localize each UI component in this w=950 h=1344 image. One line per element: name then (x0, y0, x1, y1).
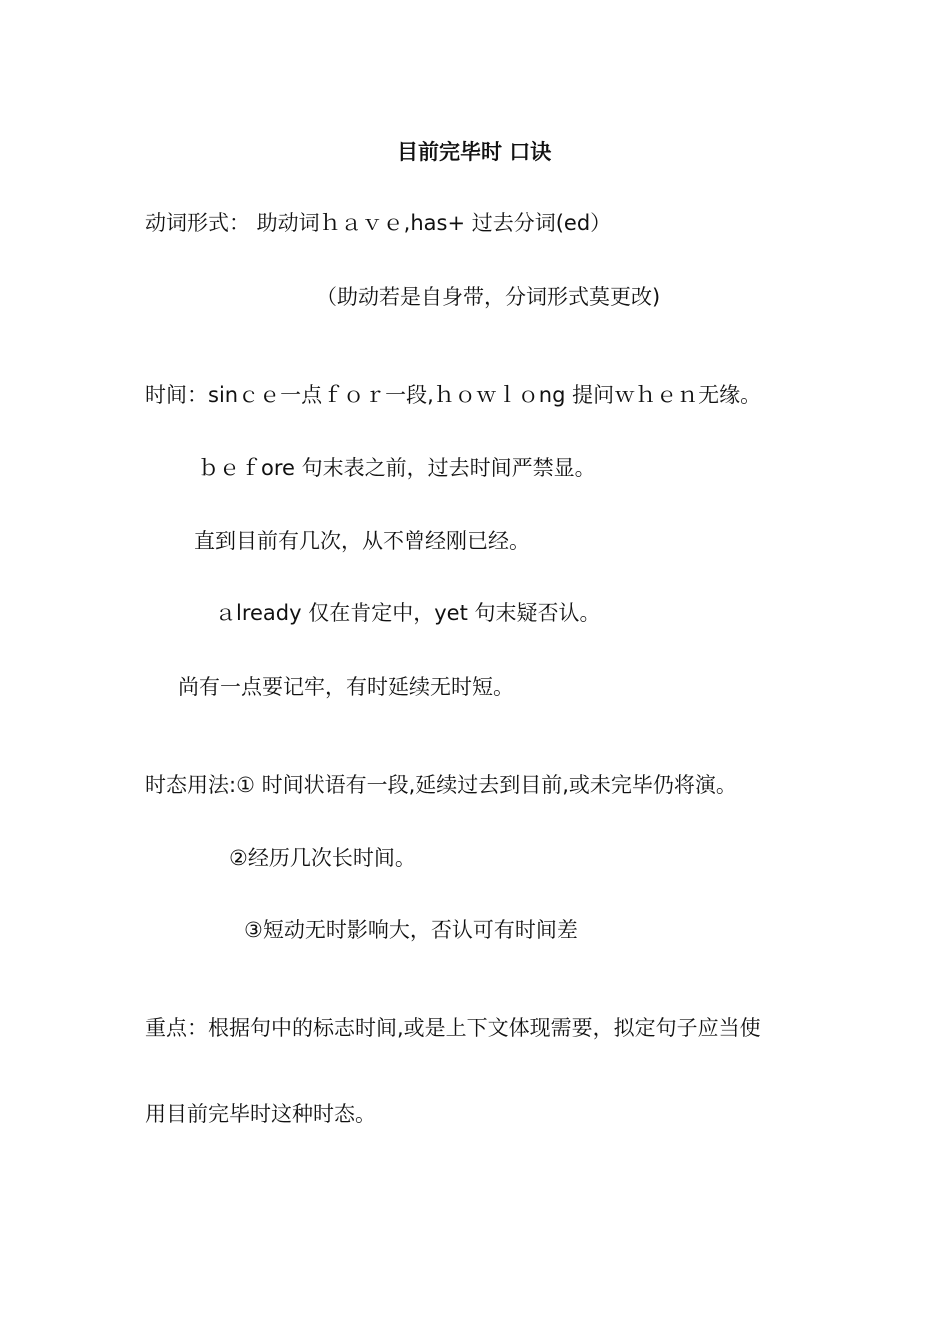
usage-line-3: ③短动无时影响大，否认可有时间差 (244, 918, 578, 942)
rhyme-line-remember: 尚有一点要记牢，有时延续无时短。 (178, 675, 514, 699)
verb-form-line: 动词形式： 助动词ｈａｖｅ,has+ 过去分词(ed） (145, 211, 612, 235)
rhyme-line-already: ａlready 仅在肯定中，yet 句末疑否认。 (215, 601, 601, 625)
usage-line-1: 时态用法:① 时间状语有一段,延续过去到目前,或未完毕仍将演。 (145, 773, 737, 797)
key-point-line-1: 重点：根据句中的标志时间,或是上下文体现需要，拟定句子应当使 (145, 1016, 761, 1040)
rhyme-line-times: 直到目前有几次，从不曾经刚已经。 (194, 529, 530, 553)
document-title: 目前完毕时 口诀 (397, 140, 552, 164)
rhyme-line-before: ｂｅｆore 句末表之前，过去时间严禁显。 (198, 456, 596, 480)
usage-line-2: ②经历几次长时间。 (229, 846, 416, 870)
key-point-line-2: 用目前完毕时这种时态。 (145, 1102, 376, 1126)
verb-form-note: （助动若是自身带，分词形式莫更改) (316, 285, 661, 309)
time-rule-line: 时间：sinｃｅ一点ｆｏｒ一段,ｈｏｗｌｏng 提问ｗｈｅｎ无缘。 (145, 383, 762, 407)
